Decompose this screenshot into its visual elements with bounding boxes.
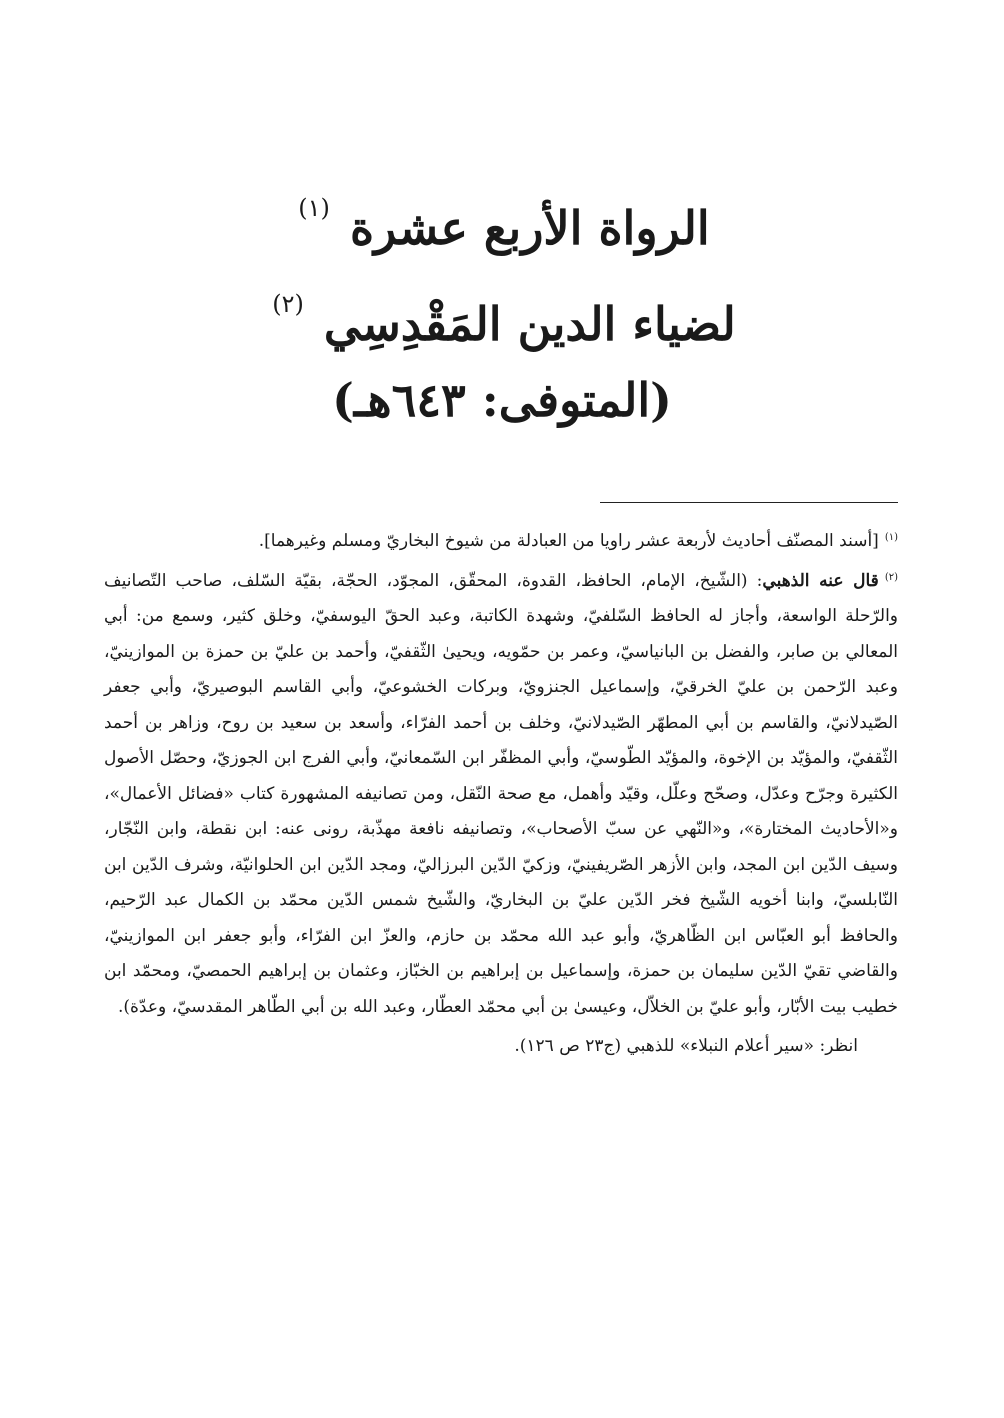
footnote-ref-2: (٢) xyxy=(272,290,304,318)
footnote-2-text: : (الشّيخ، الإمام، الحافظ، القدوة، المحقّق، المجوّد، الحجّة، بقيّة السّلف، صاحب التّصانيف والرّحلة الواسعة، وأجاز له الحافظ السّلفيّ، وشهدة الكاتبة، وعبد الحقّ اليوسفيّ، وخلق كثير، وسمع من: أبي المعالي بن صابر، والفضل بن البانياسيّ، وعمر بن حمّويه، ويحيىٰ الثّقفيّ، وأحمد بن عليّ بن حمزة بن الموازينيّ، وعبد الرّحمن بن عليّ الخرقيّ، وإسماعيل الجنزويّ، وبركات الخشوعيّ، وأبي القاسم البوصيريّ، وأبي جعفر الصّيدلانيّ، والقاسم بن أبي المطهّر الصّيدلانيّ، وخلف بن أحمد الفرّاء، وأسعد بن سعيد بن روح، وزاهر بن أحمد الثّقفيّ، والمؤيّد بن الإخوة، والمؤيّد الطّوسيّ، وأبي المظفّر ابن السّمعانيّ، وأبي الفرج ابن الجوزيّ، وحصّل الأصول الكثيرة وجرّح وعدّل، وصحّح وعلّل، وقيّد وأهمل، مع صحة النّقل، ومن تصانيفه المشهورة كتاب «فضائل الأعمال»، و«الأحاديث المختارة»، و«النّهي عن سبّ الأصحاب»، وتصانيفه نافعة مهذّبة، رونى عنه: ابن نقطة، وابن النّجّار، وسيف الدّين ابن المجد، وابن الأزهر الصّريفينيّ، وزكيّ الدّين البرزاليّ، ومجد الدّين ابن الحلوانيّة، وشرف الدّين ابن النّابلسيّ، وابنا أخويه الشّيخ فخر الدّين عليّ بن البخاريّ، والشّيخ شمس الدّين محمّد بن الكمال عبد الرّحيم، والحافظ أبو العبّاس ابن الظّاهريّ، وأبو عبد الله محمّد بن حازم، والعزّ ابن الفرّاء، وأبو جعفر ابن الموازينيّ، والقاضي تقيّ الدّين سليمان بن حمزة، وإسماعيل بن إبراهيم بن الخبّاز، وعثمان بن إبراهيم الحمصيّ، ومحمّد ابن خطيب بيت الأبّار، وأبو عليّ بن الخلاّل، وعيسىٰ بن أبي محمّد العطّار، وعبد الله بن أبي الطّاهر المقدسيّ، وعدّة). xyxy=(104,570,898,1017)
footnote-2 xyxy=(104,560,898,1026)
footnotes xyxy=(104,520,898,1065)
title-text-2: لضياء الدين المَقْدِسِي xyxy=(323,297,736,351)
title-line-2 xyxy=(0,256,1004,352)
footnote-2-marker: (٢) xyxy=(884,571,898,583)
title-line-3 xyxy=(0,352,1004,448)
title-text-1: الرواة الأربع عشرة xyxy=(349,201,710,255)
footnote-2-lead: قال عنه الذهبي xyxy=(762,570,879,591)
footnote-1 xyxy=(104,520,898,560)
footnote-separator xyxy=(600,502,898,503)
title-line-1 xyxy=(0,160,1004,256)
title-block xyxy=(0,160,1004,448)
footnote-1-marker: (١) xyxy=(884,532,898,543)
title-text-3: (المتوفى: ٦٤٣هـ) xyxy=(332,373,672,427)
footnote-ref-1: (١) xyxy=(298,194,330,222)
footnote-1-text: [أسند المصنّف أحاديث لأربعة عشر راويا من العبادلة من شيوخ البخاريّ ومسلم وغيرهما]. xyxy=(258,531,879,551)
footnote-2-reference: انظر: «سير أعلام النبلاء» للذهبي (ج٢٣ ص ١٢٦). xyxy=(514,1036,858,1056)
